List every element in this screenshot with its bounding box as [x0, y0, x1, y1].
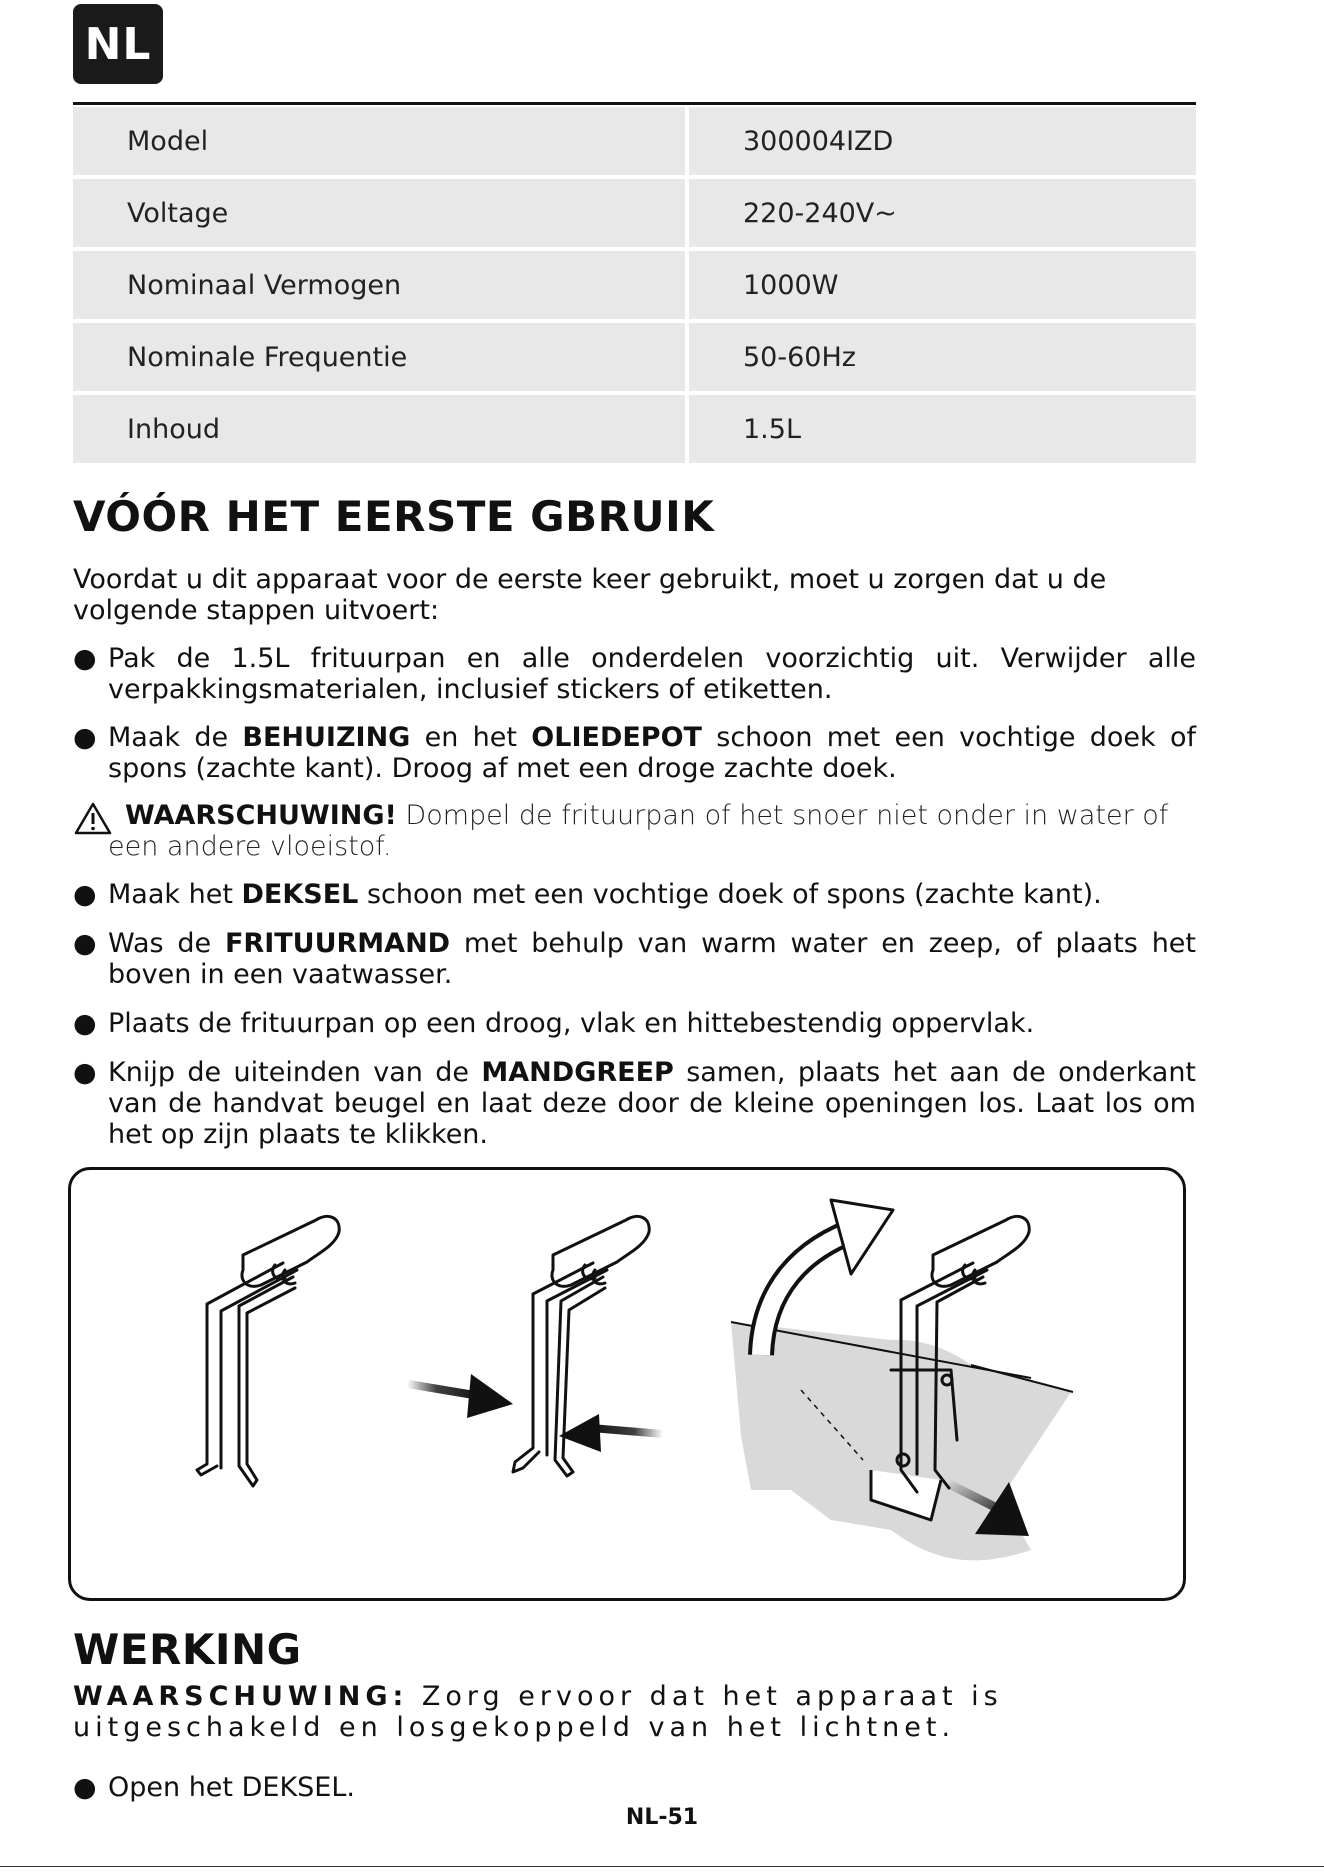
table-row	[73, 179, 1196, 251]
list-item-text: Plaats de frituurpan op een droog, vlak en hittebestendig oppervlak.	[108, 1008, 1035, 1039]
section-heading-first-use: VÓÓR HET EERSTE GBRUIK	[73, 492, 715, 541]
bullet-icon: ●	[73, 928, 97, 959]
spec-table	[73, 107, 1196, 467]
text-run: Dompel de frituurpan of het snoer niet onder in water of een andere vloeistof.	[108, 800, 1169, 862]
spec-key: Voltage	[73, 179, 689, 251]
list-item	[73, 1772, 1196, 1803]
list-item	[73, 879, 1196, 910]
text-run: samen, plaats het aan de onderkant van de handvat beugel en laat deze door de kleine openingen los. Laat los om het op zijn plaats te klikken.	[108, 1057, 1197, 1150]
warning-text: Zorg ervoor dat het apparaat is uitgeschakeld en losgekoppeld van het lichtnet.	[73, 1681, 1003, 1743]
page-number: NL-51	[625, 1805, 699, 1830]
text-run: Knijp de uiteinden van de	[108, 1057, 482, 1088]
squeeze-arrow-left-icon	[407, 1374, 513, 1418]
warning-label: WAARSCHUWING!	[125, 800, 397, 831]
warning-label: WAARSCHUWING:	[73, 1681, 409, 1712]
bold-term: OLIEDEPOT	[531, 722, 702, 753]
bullet-icon: ●	[73, 722, 97, 753]
spec-key: Nominale Frequentie	[73, 323, 689, 395]
attach-figure	[731, 1200, 1073, 1560]
bullet-icon: ●	[73, 1008, 97, 1039]
bold-term: BEHUIZING	[242, 722, 411, 753]
text-run: Maak de	[108, 722, 243, 753]
language-badge: NL	[73, 4, 163, 84]
list-item-text	[73, 722, 1196, 784]
intro-paragraph: Voordat u dit apparaat voor de eerste keer gebruikt, moet u zorgen dat u de volgende stappen uitvoert:	[73, 564, 1107, 626]
spec-key: Model	[73, 107, 689, 179]
warning-text	[73, 800, 1196, 862]
list-item-text	[73, 928, 1196, 990]
text-run: en het	[410, 722, 532, 753]
bold-term: FRITUURMAND	[224, 928, 451, 959]
illustration-svg	[71, 1170, 1183, 1598]
bold-term: MANDGREEP	[481, 1057, 674, 1088]
list-item-text: Open het DEKSEL.	[108, 1772, 355, 1803]
list-item	[73, 1057, 1196, 1150]
bottom-rule	[0, 1866, 1324, 1867]
handle-assembly-illustration	[68, 1167, 1186, 1601]
text-run: met behulp van warm water en zeep, of plaats het boven in een vaatwasser.	[108, 928, 1197, 990]
list-item-text: Pak de 1.5L frituurpan en alle onderdelen voorzichtig uit. Verwijder alle verpakkingsmaterialen, inclusief stickers of etiketten.	[108, 643, 1196, 705]
bullet-icon: ●	[73, 643, 97, 674]
section-heading-operation: WERKING	[73, 1625, 302, 1674]
bullet-icon: ●	[73, 1057, 97, 1088]
spec-key: Nominaal Vermogen	[73, 251, 689, 323]
basket-handle-figure	[197, 1216, 339, 1486]
spec-key: Inhoud	[73, 395, 689, 467]
bold-term: DEKSEL	[241, 879, 359, 910]
text-run: schoon met een vochtige doek of spons (zachte kant). Droog af met een droge zachte doek.	[108, 722, 1196, 784]
warning-triangle-icon	[73, 801, 113, 836]
spec-value: 50-60Hz	[689, 323, 1196, 395]
squeeze-arrow-right-icon	[559, 1414, 663, 1452]
list-item	[73, 928, 1196, 990]
list-item	[73, 722, 1196, 784]
spec-value: 1000W	[689, 251, 1196, 323]
table-row	[73, 107, 1196, 179]
operation-warning	[73, 1681, 1196, 1743]
list-item-text	[73, 879, 1196, 910]
header-rule	[73, 102, 1196, 105]
list-item-text	[73, 1057, 1196, 1150]
table-row	[73, 323, 1196, 395]
spec-value: 1.5L	[689, 395, 1196, 467]
text-run: schoon met een vochtige doek of spons (zachte kant).	[358, 879, 1102, 910]
list-item	[73, 643, 1196, 705]
bullet-icon: ●	[73, 1772, 97, 1803]
bullet-icon: ●	[73, 879, 97, 910]
text-run: Was de	[108, 928, 225, 959]
text-run: Maak het	[108, 879, 242, 910]
warning-note	[73, 800, 1196, 862]
spec-value: 220-240V~	[689, 179, 1196, 251]
table-row	[73, 395, 1196, 467]
list-item	[73, 1008, 1196, 1039]
spec-value: 300004IZD	[689, 107, 1196, 179]
table-row	[73, 251, 1196, 323]
